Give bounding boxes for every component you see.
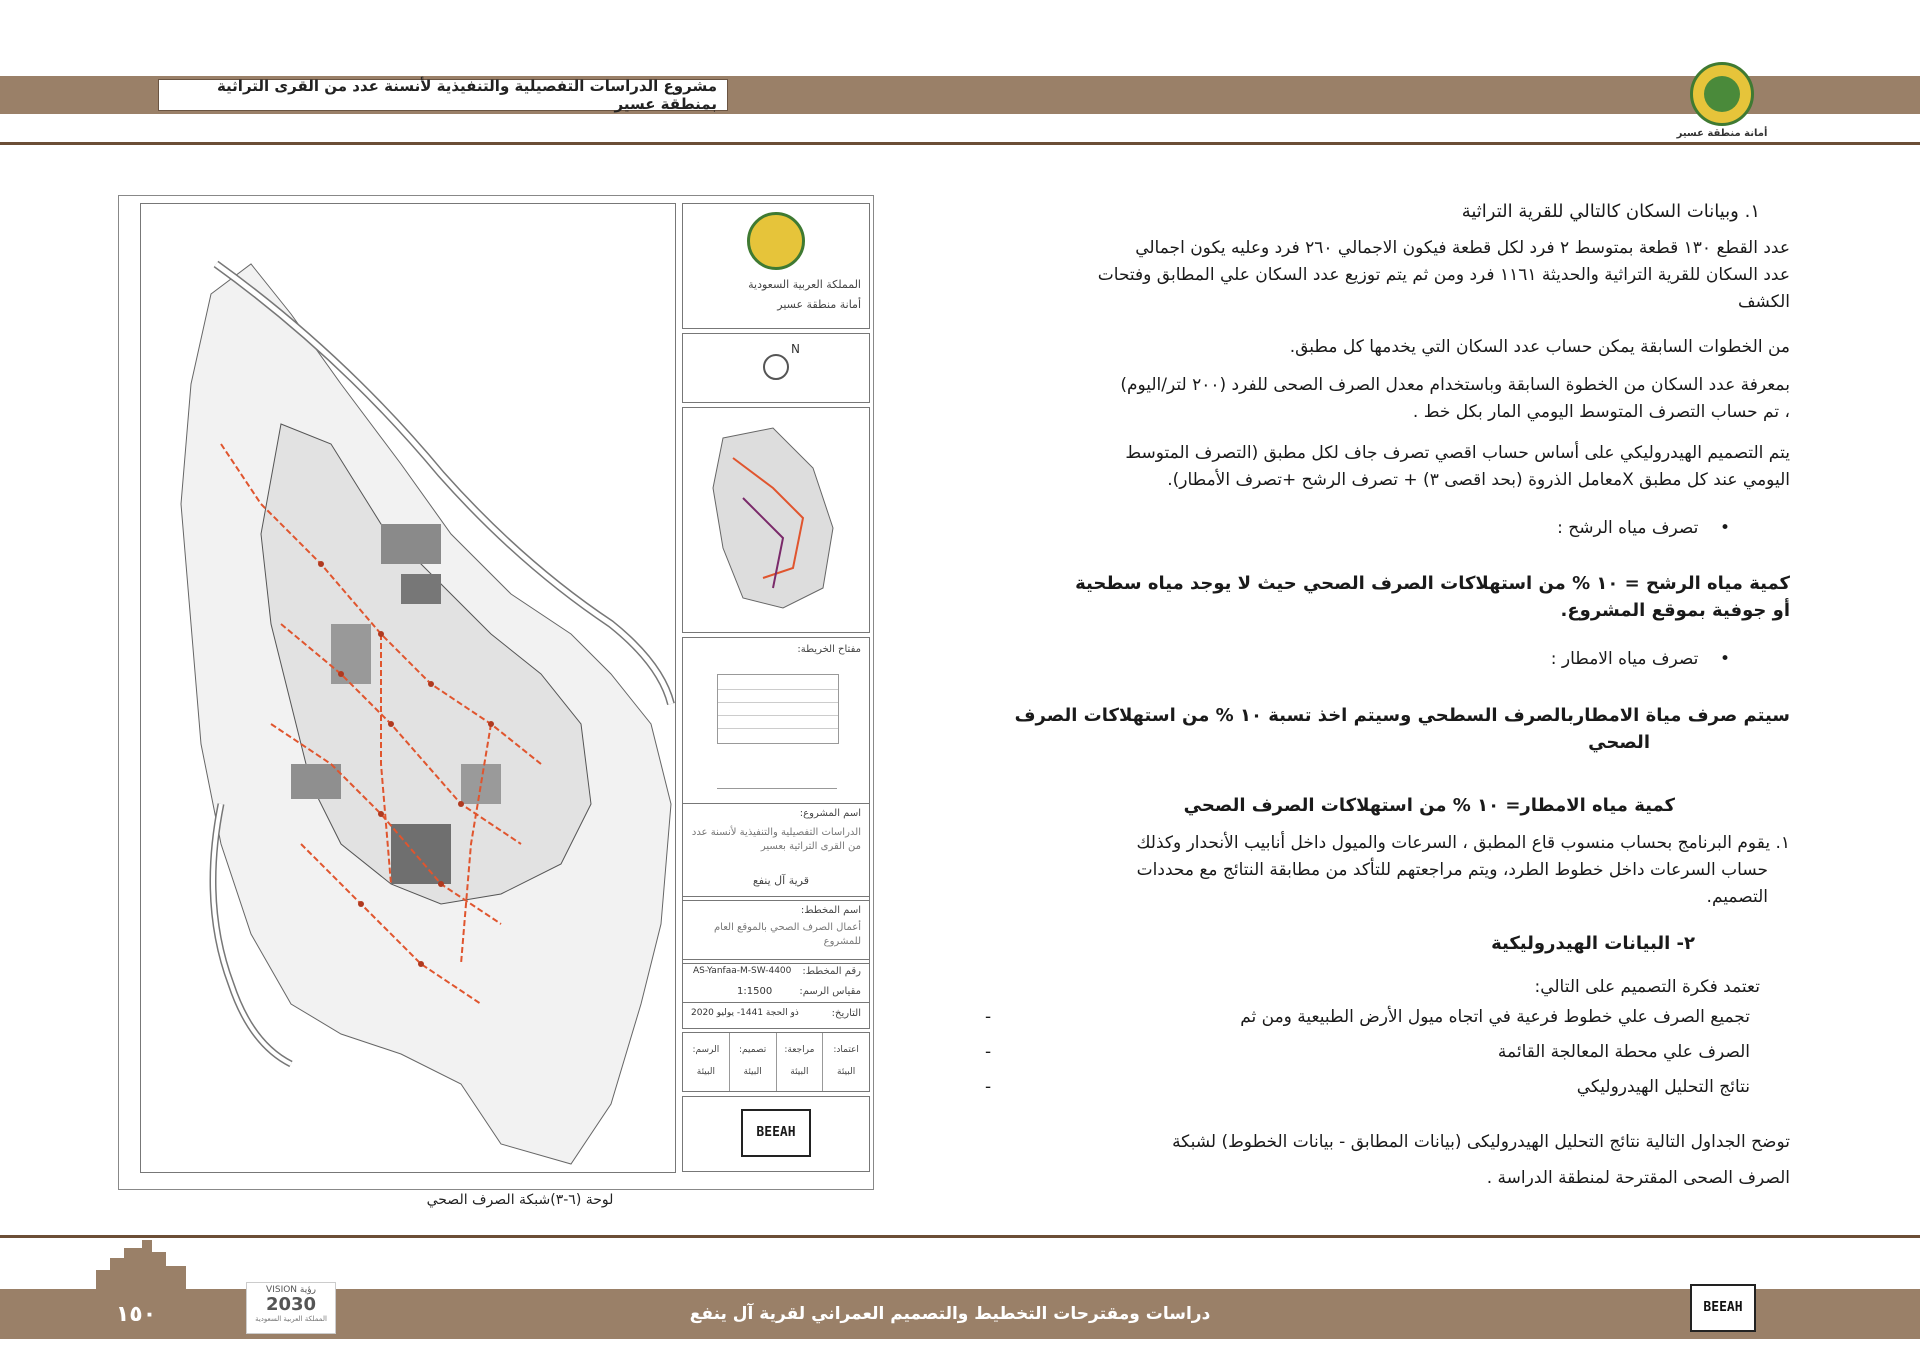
program-line-3: التصميم. bbox=[1706, 887, 1768, 907]
bullet-rain bbox=[985, 646, 1730, 673]
design-cell bbox=[729, 1033, 776, 1091]
panel-approval-box bbox=[682, 1032, 870, 1092]
logo-caption: أمانة منطقة عسير bbox=[1676, 128, 1768, 139]
panel-north-box bbox=[682, 333, 870, 403]
approval-label: اعتماد: bbox=[833, 1045, 859, 1055]
project-value: الدراسات التفصيلية والتنفيذية لأنسنة عدد من القرى التراثية بعسير bbox=[691, 827, 861, 852]
map-drawing bbox=[141, 204, 676, 1173]
dash-item-1-text: تجميع الصرف علي خطوط فرعية في اتجاه ميول الأرض الطبيعية ومن ثم bbox=[1240, 1007, 1750, 1027]
bullet-dot-2: • bbox=[1698, 649, 1730, 669]
design-firm: البيئة bbox=[743, 1067, 762, 1077]
review-cell bbox=[776, 1033, 823, 1091]
page-number: ١٥٠ bbox=[115, 1301, 157, 1327]
scale-value: 1:1500 bbox=[737, 986, 773, 997]
population-line-1: عدد القطع ١٣٠ قطعة بمتوسط ٢ فرد لكل قطعة فيكون الاجمالي ٢٦٠ فرد وعليه يكون اجمالي bbox=[1135, 238, 1790, 258]
north-label: N bbox=[791, 342, 800, 356]
panel-mapname-box bbox=[682, 900, 870, 960]
map-name-label: اسم المخطط: bbox=[800, 905, 861, 916]
design-line-1: يتم التصميم الهيدروليكي على أساس حساب اقصي تصرف جاف لكل مطبق (التصرف المتوسط bbox=[1125, 443, 1790, 463]
heritage-building-icon bbox=[96, 1240, 186, 1290]
dash-item-2-text: الصرف علي محطة المعالجة القائمة bbox=[1497, 1042, 1750, 1062]
rain-line-2: الصحي bbox=[1588, 732, 1650, 753]
tables-line-2: الصرف الصحى المقترحة لمنطقة الدراسة . bbox=[1486, 1168, 1790, 1188]
population-line-2: عدد السكان للقرية التراثية والحديثة ١١٦١ فرد ومن ثم يتم توزيع عدد السكان علي المطابق وفتحات bbox=[1097, 265, 1790, 285]
panel-firm-box bbox=[682, 1096, 870, 1172]
dash-item-3-text: نتائج التحليل الهيدروليكي bbox=[1576, 1077, 1750, 1097]
hydraulic-heading: ٢- البيانات الهيدروليكية bbox=[1491, 933, 1695, 954]
flow-paragraph bbox=[985, 372, 1790, 426]
date-value: ذو الحجة 1441- يوليو 2020 bbox=[691, 1008, 799, 1018]
bullet-infiltration-text: تصرف مياه الرشح : bbox=[1557, 518, 1699, 538]
footer-beeah-logo-icon: BEEAH bbox=[1690, 1284, 1756, 1332]
program-paragraph bbox=[985, 830, 1790, 911]
dash-marker-1: - bbox=[985, 1007, 992, 1027]
code-value: AS-Yanfaa-M-SW-4400 bbox=[693, 966, 792, 976]
header-project-title: مشروع الدراسات التفصيلية والتنفيذية لأنسنة عدد من القرى التراثية بمنطقة عسير bbox=[158, 79, 728, 111]
footer-rule bbox=[0, 1235, 1920, 1238]
date-label: التاريخ: bbox=[831, 1008, 861, 1019]
vision-year: 2030 bbox=[265, 1294, 317, 1315]
population-line-3: الكشف bbox=[1737, 292, 1790, 312]
infiltration-formula bbox=[985, 570, 1790, 624]
design-concept-list bbox=[985, 1004, 1790, 1101]
panel-keymap-box bbox=[682, 407, 870, 633]
dash-marker-2: - bbox=[985, 1042, 992, 1062]
bullet-rain-text: تصرف مياه الامطار : bbox=[1550, 649, 1699, 669]
tables-line-1: توضح الجداول التالية نتائج التحليل الهيدروليكى (بيانات المطابق - بيانات الخطوط) لشبكة bbox=[1172, 1132, 1790, 1152]
panel-meta-box bbox=[682, 963, 870, 1029]
vision-label: VISION رؤية bbox=[266, 1285, 316, 1295]
draw-firm: البيئة bbox=[696, 1067, 715, 1077]
key-table bbox=[717, 674, 839, 744]
approval-firm: البيئة bbox=[837, 1067, 856, 1077]
review-firm: البيئة bbox=[790, 1067, 809, 1077]
review-label: مراجعة: bbox=[784, 1045, 815, 1055]
design-paragraph bbox=[985, 440, 1790, 494]
rain-line-1: سيتم صرف مياة الامطاربالصرف السطحي وسيتم اخذ تسبة ١٠ % من استهلاكات الصرف bbox=[1014, 705, 1790, 726]
population-paragraph bbox=[985, 235, 1790, 316]
approval-cell bbox=[822, 1033, 869, 1091]
village-name: قرية آل ينفع bbox=[752, 874, 809, 887]
draw-label: الرسم: bbox=[692, 1045, 720, 1055]
dash-item-2 bbox=[985, 1039, 1790, 1066]
infiltration-line-1: كمية مياه الرشح = ١٠ % من استهلاكات الصرف الصحي حيث لا يوجد مياه سطحية bbox=[1075, 573, 1790, 594]
map-caption: لوحة (٦-٣)شبكة الصرف الصحي bbox=[426, 1192, 614, 1208]
rain-statement bbox=[985, 702, 1790, 756]
bullet-infiltration bbox=[985, 515, 1730, 542]
tables-paragraph bbox=[985, 1124, 1790, 1196]
flow-line-2: ، تم حساب التصرف المتوسط اليومي المار بكل خط . bbox=[1412, 402, 1790, 422]
vision-2030-logo-icon bbox=[246, 1282, 336, 1334]
population-heading: ١. وبيانات السكان كالتالي للقرية التراثية bbox=[1461, 201, 1760, 222]
panel-org-line2: أمانة منطقة عسير bbox=[777, 298, 861, 311]
panel-org-box bbox=[682, 203, 870, 329]
footer-title: دراسات ومقترحات التخطيط والتصميم العمراني لقرية آل ينفع bbox=[689, 1304, 1211, 1324]
vision-sub: المملكة العربية السعودية bbox=[255, 1315, 327, 1323]
project-label: اسم المشروع: bbox=[799, 808, 861, 819]
design-line-2: اليومي عند كل مطبق Xمعامل الذروة (بحد اقصى ٣) + تصرف الرشح +تصرف الأمطار). bbox=[1167, 470, 1790, 490]
rain-formula: كمية مياه الامطار= ١٠ % من استهلاكات الصرف الصحي bbox=[1183, 795, 1675, 816]
header-rule bbox=[0, 142, 1920, 145]
north-arrow-icon bbox=[763, 354, 789, 380]
program-line-1: ١. يقوم البرنامج بحساب منسوب قاع المطبق ، السرعات والميول داخل أنابيب الأنحدار وكذلك bbox=[1136, 833, 1790, 853]
panel-project-box bbox=[682, 803, 870, 897]
flow-line-1: بمعرفة عدد السكان من الخطوة السابقة وباستخدام معدل الصرف الصحى للفرد (٢٠٠ لتر/اليوم) bbox=[1120, 375, 1790, 395]
key-map-drawing bbox=[683, 408, 869, 632]
scale-label: مقياس الرسم: bbox=[799, 986, 861, 997]
steps-paragraph: من الخطوات السابقة يمكن حساب عدد السكان التي يخدمها كل مطبق. bbox=[1289, 337, 1790, 357]
code-label: رقم المخطط: bbox=[802, 966, 861, 977]
key-label: مفتاح الخريطة: bbox=[797, 644, 861, 655]
dash-marker-3: - bbox=[985, 1077, 992, 1097]
municipality-logo-inner bbox=[1704, 76, 1740, 112]
dash-item-1 bbox=[985, 1004, 1790, 1031]
beeah-logo-icon: BEEAH bbox=[741, 1109, 811, 1157]
infiltration-line-2: أو جوفية بموقع المشروع. bbox=[1560, 600, 1790, 621]
panel-org-line1: المملكة العربية السعودية bbox=[748, 278, 861, 291]
bullet-dot: • bbox=[1698, 518, 1730, 538]
panel-logo-icon bbox=[747, 212, 805, 270]
sewer-network-map bbox=[140, 203, 676, 1173]
design-concept-intro: تعتمد فكرة التصميم على التالي: bbox=[1534, 977, 1760, 997]
design-label: تصميم: bbox=[738, 1045, 767, 1055]
dash-item-3 bbox=[985, 1074, 1790, 1101]
program-line-2: حساب السرعات داخل خطوط الطرد، ويتم مراجعتهم للتأكد من مطابقة النتائج مع محددات bbox=[1136, 860, 1768, 880]
map-name-value: أعمال الصرف الصحي بالموقع العام للمشروع bbox=[713, 922, 861, 947]
draw-cell bbox=[683, 1033, 729, 1091]
